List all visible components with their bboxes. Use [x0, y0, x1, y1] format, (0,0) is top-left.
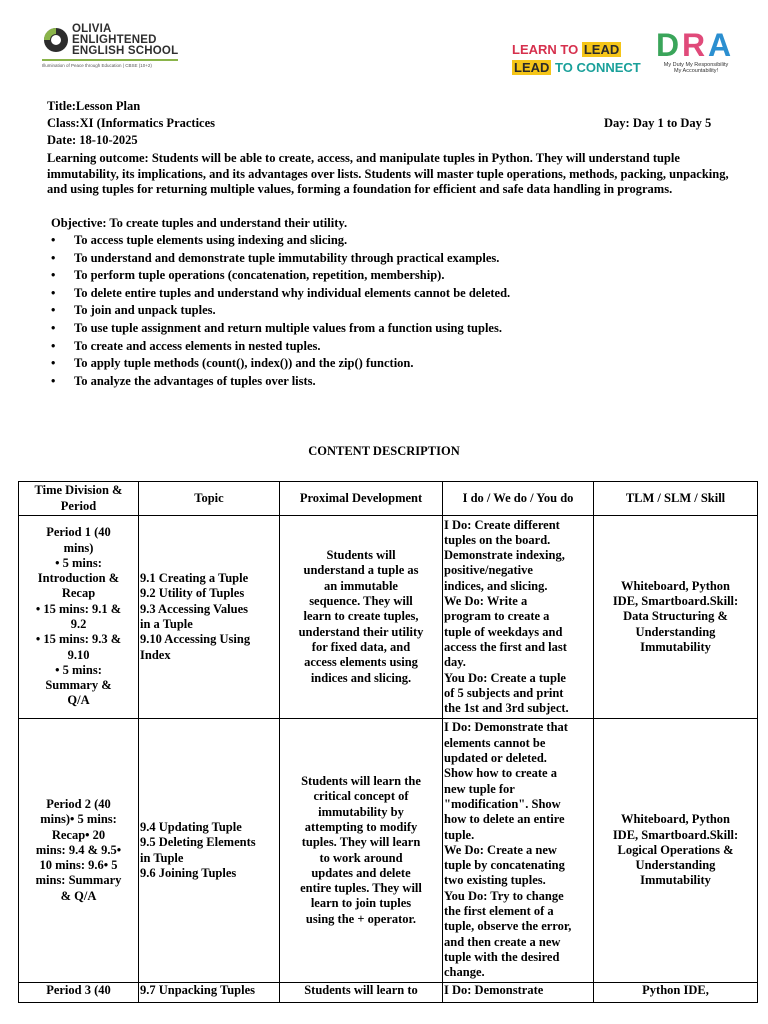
- cell-ido-line: program to create a: [444, 609, 550, 624]
- cell-proximal-line: tuples. They will learn: [301, 835, 421, 850]
- cell-proximal-line: learn to create tuples,: [303, 609, 419, 624]
- table-row: [19, 719, 758, 983]
- cell-time-line: Summary &: [45, 678, 112, 693]
- cell-time-line: 9.2: [70, 617, 87, 631]
- cell-time-line: mins: 9.4 & 9.5•: [35, 842, 122, 857]
- cell-tlm-line: Python IDE,: [642, 983, 709, 997]
- cell-proximal-line: for fixed data, and: [311, 639, 411, 654]
- objective: Objective: To create tuples and understand their utility.: [51, 216, 348, 230]
- cell-ido-line: how to delete an entire: [444, 812, 565, 827]
- cell-ido-line: tuple of weekdays and: [444, 624, 563, 639]
- cell-time-line: • 15 mins: 9.1 &: [35, 601, 122, 616]
- cell-proximal: [280, 516, 443, 719]
- cell-time: [19, 719, 139, 983]
- cell-topic-line: Index: [140, 647, 171, 662]
- cell-ido-line: positive/negative: [444, 563, 533, 578]
- objective-item: • To access tuple elements using indexing and slicing.: [51, 232, 731, 250]
- lesson-day: Day: Day 1 to Day 5: [604, 116, 712, 130]
- header-proximal: Proximal Development: [280, 482, 443, 516]
- cell-ido-line: the first element of a: [444, 904, 554, 919]
- school-logo: [40, 22, 180, 78]
- table-header-row: [19, 482, 758, 516]
- cell-proximal-line: immutability by: [318, 804, 404, 819]
- dra-tagline: My Duty My Responsibility My Accountability!: [663, 62, 729, 74]
- cell-proximal-line: using the + operator.: [305, 911, 417, 926]
- cell-ido-line: We Do: Write a: [444, 594, 528, 609]
- header-time: Time Division & Period: [19, 482, 139, 516]
- cell-proximal: [280, 719, 443, 983]
- cell-time-line: mins): [63, 540, 94, 555]
- cell-tlm-line: Understanding: [635, 624, 716, 639]
- cell-ido-line: "modification". Show: [444, 796, 561, 811]
- cell-ido-line: the 1st and 3rd subject.: [444, 701, 569, 716]
- cell-tlm-line: Understanding: [635, 858, 716, 873]
- cell-ido-line: You Do: Create a tuple: [444, 670, 566, 685]
- to-connect-text: TO CONNECT: [555, 60, 641, 75]
- cell-time-line: 9.10: [67, 647, 90, 662]
- cell-ido-line: access the first and last: [444, 639, 567, 654]
- cell-proximal: [280, 983, 443, 1003]
- objective-item: • To use tuple assignment and return multiple values from a function using tuples.: [51, 320, 731, 338]
- cell-ido-line: We Do: Create a new: [444, 842, 557, 857]
- cell-proximal-line: attempting to modify: [304, 819, 418, 834]
- cell-tlm-line: Whiteboard, Python: [620, 578, 731, 593]
- cell-ido-line: tuple, observe the error,: [444, 919, 572, 934]
- cell-proximal-line: access elements using: [304, 655, 418, 670]
- dra-letters-graphic: [656, 26, 736, 60]
- cell-ido-line: You Do: Try to change: [444, 888, 564, 903]
- cell-topic-line: 9.6 Joining Tuples: [140, 865, 237, 880]
- cell-time-line: mins)• 5 mins:: [40, 812, 117, 827]
- section-title: CONTENT DESCRIPTION: [308, 444, 460, 458]
- cell-ido-line: day.: [444, 655, 466, 670]
- cell-proximal-line: critical concept of: [313, 789, 409, 804]
- dra-letter-r: R: [682, 27, 706, 60]
- cell-proximal-line: to work around: [319, 850, 403, 865]
- cell-topic-line: 9.3 Accessing Values: [140, 601, 249, 616]
- cell-time-line: Period 3 (40: [46, 983, 111, 997]
- cell-ido-line: elements cannot be: [444, 735, 546, 750]
- cell-ido-line: Demonstrate indexing,: [444, 548, 565, 563]
- cell-topic-line: 9.4 Updating Tuple: [140, 819, 242, 834]
- cell-ido: [443, 516, 594, 719]
- lead-text: LEAD: [583, 42, 620, 57]
- cell-proximal-line: sequence. They will: [309, 594, 413, 609]
- table-row: [19, 516, 758, 719]
- cell-ido-line: of 5 subjects and print: [444, 685, 564, 700]
- cell-ido-line: I Do: Demonstrate that: [444, 720, 568, 735]
- cell-topic-line: 9.1 Creating a Tuple: [140, 571, 249, 586]
- cell-topic-line: 9.10 Accessing Using: [140, 632, 251, 647]
- cell-tlm-line: Immutability: [640, 873, 711, 888]
- cell-tlm-line: IDE, Smartboard.Skill:: [612, 827, 739, 842]
- cell-ido: [443, 983, 594, 1003]
- cell-ido-line: I Do: Demonstrate: [444, 983, 544, 997]
- objective-item: • To analyze the advantages of tuples over lists.: [51, 373, 731, 391]
- cell-proximal-line: learn to join tuples: [310, 896, 412, 911]
- learn-to-text: LEARN TO: [512, 42, 579, 57]
- dra-letter-a: A: [708, 27, 732, 60]
- cell-ido-line: updated or deleted.: [444, 751, 547, 766]
- cell-ido-line: two existing tuples.: [444, 873, 546, 888]
- cell-tlm: [594, 719, 758, 983]
- cell-topic-line: 9.7 Unpacking Tuples: [140, 983, 255, 997]
- objective-item: • To understand and demonstrate tuple immutability through practical examples.: [51, 250, 731, 268]
- cell-ido-line: new tuple for: [444, 781, 515, 796]
- cell-topic-line: 9.5 Deleting Elements: [140, 835, 256, 850]
- objective-item: • To delete entire tuples and understand why individual elements cannot be deleted.: [51, 285, 731, 303]
- learning-outcome: Learning outcome: Students will be able to create, access, and manipulate tuples in Python. They will understand tuple immutability, its implications, and its advantages over lists. Students will master tuple operations, methods, packing, unpacking, and using tuples for returning multiple values, forming a foundation for efficient and safe data handling in programs.: [47, 151, 729, 196]
- cell-time-line: Period 2 (40: [46, 796, 111, 811]
- cell-tlm-line: Logical Operations &: [617, 842, 734, 857]
- cell-tlm-line: Whiteboard, Python: [620, 812, 731, 827]
- cell-proximal-line: Students will learn the: [301, 774, 421, 789]
- lesson-title: Title:Lesson Plan: [47, 99, 141, 113]
- objective-item: • To apply tuple methods (count(), index()) and the zip() function.: [51, 355, 731, 373]
- header-topic: Topic: [139, 482, 280, 516]
- cell-time-line: Recap• 20: [51, 827, 106, 842]
- cell-topic-line: 9.2 Utility of Tuples: [140, 586, 245, 601]
- cell-tlm-line: Immutability: [640, 639, 711, 654]
- cell-ido-line: tuples on the board.: [444, 532, 551, 547]
- lesson-class: Class:XI (Informatics Practices: [47, 116, 216, 130]
- cell-topic-line: in a Tuple: [140, 617, 193, 631]
- dra-letter-d: D: [656, 27, 680, 60]
- cell-ido-line: indices, and slicing.: [444, 578, 548, 593]
- header-ido: I do / We do / You do: [443, 482, 594, 516]
- cell-topic: [139, 983, 280, 1003]
- cell-time-line: Recap: [61, 586, 96, 601]
- dra-logo: [656, 26, 736, 80]
- cell-ido-line: tuple by concatenating: [444, 858, 565, 873]
- cell-proximal-line: Students will learn to: [304, 983, 418, 997]
- cell-tlm-line: IDE, Smartboard.Skill:: [612, 594, 739, 609]
- cell-proximal-line: understand their utility: [298, 624, 424, 639]
- learn-to-lead-logo: [512, 42, 652, 78]
- cell-tlm-line: Data Structuring &: [623, 609, 728, 624]
- content-table: [18, 481, 758, 1003]
- cell-tlm: [594, 516, 758, 719]
- cell-topic: [139, 719, 280, 983]
- cell-proximal-line: entire tuples. They will: [300, 881, 422, 896]
- lead-text-2: LEAD: [514, 60, 550, 75]
- cell-proximal-line: indices and slicing.: [310, 670, 412, 685]
- table-row: [19, 983, 758, 1003]
- cell-proximal-line: an immutable: [324, 578, 398, 593]
- objective-item: • To perform tuple operations (concatenation, repetition, membership).: [51, 267, 731, 285]
- lesson-date: Date: 18-10-2025: [47, 133, 138, 147]
- cell-ido-line: and then create a new: [444, 934, 561, 949]
- header-tlm: TLM / SLM / Skill: [594, 482, 758, 516]
- cell-ido-line: I Do: Create different: [444, 517, 560, 532]
- cell-time-line: • 5 mins:: [55, 662, 102, 677]
- cell-ido-line: Show how to create a: [444, 766, 557, 781]
- cell-ido-line: tuple with the desired: [444, 949, 560, 964]
- cell-proximal-line: understand a tuple as: [303, 563, 419, 578]
- cell-time: [19, 516, 139, 719]
- cell-time-line: Introduction &: [37, 571, 120, 586]
- cell-time-line: • 15 mins: 9.3 &: [35, 632, 122, 647]
- objective-item: • To create and access elements in nested tuples.: [51, 338, 731, 356]
- cell-ido: [443, 719, 594, 983]
- cell-time-line: Q/A: [67, 693, 90, 708]
- objective-item: • To join and unpack tuples.: [51, 302, 731, 320]
- cell-time-line: & Q/A: [60, 888, 97, 903]
- lesson-meta: [47, 98, 737, 149]
- cell-tlm: [594, 983, 758, 1003]
- school-tagline: Illumination of Peace through Education | CBSE (10+2): [42, 63, 152, 68]
- cell-proximal-line: Students will: [326, 548, 396, 563]
- cell-ido-line: change.: [444, 965, 485, 980]
- cell-time-line: mins: Summary: [35, 873, 122, 888]
- cell-time-line: 10 mins: 9.6• 5: [39, 858, 118, 873]
- school-emblem-icon: [42, 26, 70, 54]
- cell-proximal-line: updates and delete: [311, 865, 411, 880]
- cell-ido-line: tuple.: [444, 827, 475, 842]
- cell-time-line: Period 1 (40: [46, 525, 111, 540]
- school-name: OLIVIA ENLIGHTENED ENGLISH SCHOOL: [72, 23, 179, 57]
- cell-time: [19, 983, 139, 1003]
- cell-time-line: • 5 mins:: [55, 555, 102, 570]
- objective-list: [51, 232, 731, 390]
- cell-topic: [139, 516, 280, 719]
- cell-topic-line: in Tuple: [140, 850, 184, 865]
- school-logo-divider: [42, 59, 178, 61]
